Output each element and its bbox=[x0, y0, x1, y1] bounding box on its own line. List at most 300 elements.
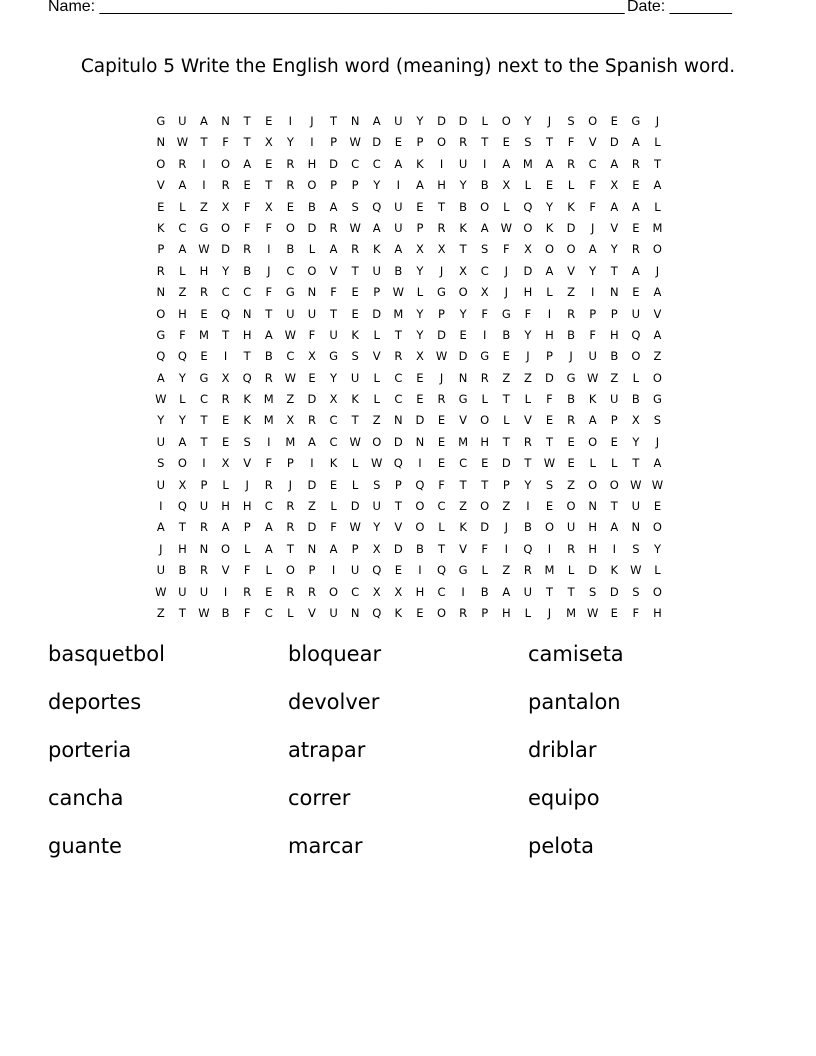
grid-letter: E bbox=[567, 456, 575, 471]
grid-letter: E bbox=[416, 199, 424, 214]
grid-letter: J bbox=[504, 263, 508, 278]
grid-letter: P bbox=[610, 413, 618, 428]
grid-row bbox=[150, 539, 668, 560]
grid-letter: T bbox=[243, 135, 251, 150]
grid-letter: M bbox=[544, 563, 555, 578]
grid-letter: J bbox=[245, 477, 249, 492]
grid-row bbox=[150, 218, 668, 239]
word-list-item: deportes bbox=[48, 690, 142, 714]
grid-letter: L bbox=[481, 114, 488, 128]
grid-letter: R bbox=[567, 541, 576, 556]
grid-letter: R bbox=[567, 306, 576, 321]
grid-letter: R bbox=[199, 520, 208, 535]
grid-letter: T bbox=[438, 541, 446, 556]
grid-letter: T bbox=[222, 327, 230, 342]
grid-letter: R bbox=[631, 242, 640, 257]
grid-letter: A bbox=[653, 327, 662, 342]
grid-letter: T bbox=[502, 434, 510, 449]
grid-letter: L bbox=[654, 135, 661, 150]
grid-letter: U bbox=[156, 434, 165, 449]
grid-letter: I bbox=[526, 499, 530, 514]
grid-letter: U bbox=[631, 499, 641, 514]
grid-letter: H bbox=[242, 499, 252, 514]
grid-letter: O bbox=[307, 178, 317, 193]
grid-letter: N bbox=[156, 135, 166, 150]
grid-letter: O bbox=[221, 156, 231, 171]
grid-letter: Y bbox=[459, 178, 467, 193]
grid-letter: K bbox=[416, 156, 424, 171]
grid-letter: K bbox=[372, 242, 381, 257]
grid-letter: T bbox=[265, 306, 273, 321]
grid-letter: E bbox=[200, 306, 208, 321]
grid-letter: F bbox=[481, 306, 489, 321]
grid-letter: U bbox=[394, 220, 403, 235]
grid-letter: L bbox=[287, 605, 294, 620]
grid-letter: C bbox=[437, 499, 446, 514]
grid-letter: M bbox=[566, 605, 577, 620]
grid-letter: J bbox=[159, 541, 163, 556]
grid-letter: A bbox=[308, 434, 316, 449]
grid-letter: A bbox=[156, 520, 165, 535]
grid-letter: L bbox=[373, 392, 380, 407]
grid-letter: I bbox=[439, 156, 444, 171]
grid-letter: Y bbox=[286, 135, 294, 150]
grid-letter: A bbox=[329, 541, 338, 556]
grid-letter: P bbox=[330, 135, 338, 150]
grid-letter: A bbox=[480, 220, 489, 235]
grid-letter: E bbox=[437, 413, 446, 428]
grid-letter: U bbox=[178, 584, 187, 599]
grid-letter: A bbox=[610, 156, 619, 171]
grid-letter: G bbox=[458, 392, 468, 407]
grid-letter: O bbox=[631, 349, 641, 364]
grid-letter: C bbox=[329, 413, 338, 428]
grid-letter: E bbox=[221, 434, 230, 449]
grid-letter: A bbox=[372, 220, 381, 235]
grid-letter: D bbox=[588, 563, 598, 578]
grid-letter: D bbox=[393, 541, 403, 556]
grid-letter: Q bbox=[523, 199, 533, 214]
grid-letter: P bbox=[394, 477, 402, 492]
grid-letter: W bbox=[630, 563, 642, 578]
grid-letter: A bbox=[545, 156, 554, 171]
grid-letter: R bbox=[221, 392, 230, 407]
grid-letter: C bbox=[329, 434, 338, 449]
grid-letter: E bbox=[632, 285, 640, 300]
grid-letter: X bbox=[221, 370, 230, 385]
grid-letter: O bbox=[436, 605, 447, 620]
grid-letter: Q bbox=[372, 605, 382, 620]
grid-letter: E bbox=[416, 370, 424, 385]
grid-letter: Z bbox=[502, 563, 511, 578]
grid-letter: L bbox=[351, 456, 359, 471]
grid-letter: X bbox=[178, 477, 187, 492]
grid-letter: K bbox=[351, 392, 359, 407]
grid-letter: C bbox=[243, 285, 252, 300]
grid-letter: G bbox=[199, 220, 209, 235]
grid-row bbox=[150, 304, 668, 325]
grid-letter: E bbox=[545, 413, 554, 428]
grid-letter: W bbox=[651, 477, 664, 492]
grid-letter: S bbox=[567, 114, 575, 128]
grid-letter: I bbox=[590, 285, 595, 300]
grid-letter: K bbox=[545, 220, 554, 235]
grid-row bbox=[150, 517, 668, 538]
grid-letter: W bbox=[349, 135, 361, 150]
grid-letter: Q bbox=[177, 349, 187, 364]
grid-letter: B bbox=[610, 349, 619, 364]
grid-letter: U bbox=[286, 306, 295, 321]
grid-letter: A bbox=[221, 520, 230, 535]
grid-letter: I bbox=[418, 456, 422, 471]
grid-letter: Z bbox=[156, 605, 165, 620]
grid-letter: V bbox=[653, 306, 662, 321]
grid-letter: N bbox=[631, 520, 641, 535]
grid-letter: C bbox=[351, 156, 360, 171]
grid-letter: L bbox=[524, 605, 532, 620]
grid-letter: G bbox=[156, 114, 166, 128]
grid-letter: H bbox=[178, 541, 187, 556]
grid-letter: S bbox=[653, 413, 662, 428]
grid-letter: T bbox=[459, 242, 467, 257]
grid-letter: E bbox=[394, 563, 402, 578]
grid-letter: H bbox=[242, 327, 252, 342]
grid-letter: C bbox=[372, 156, 381, 171]
grid-letter: Q bbox=[221, 306, 231, 321]
grid-letter: I bbox=[504, 541, 508, 556]
grid-letter: P bbox=[546, 349, 553, 364]
grid-letter: Q bbox=[372, 199, 382, 214]
grid-letter: L bbox=[373, 370, 380, 385]
grid-letter: L bbox=[351, 477, 359, 492]
grid-letter: B bbox=[523, 520, 532, 535]
grid-letter: J bbox=[590, 220, 595, 235]
grid-letter: O bbox=[221, 541, 231, 556]
word-list-item: atrapar bbox=[288, 738, 366, 762]
word-list bbox=[48, 642, 768, 882]
grid-letter: V bbox=[394, 520, 403, 535]
grid-letter: V bbox=[156, 178, 165, 193]
grid-letter: F bbox=[589, 199, 596, 214]
grid-letter: R bbox=[523, 563, 532, 578]
grid-letter: X bbox=[480, 285, 489, 300]
grid-letter: D bbox=[415, 413, 425, 428]
grid-letter: F bbox=[243, 605, 251, 620]
grid-letter: D bbox=[372, 135, 382, 150]
grid-letter: B bbox=[502, 327, 511, 342]
grid-letter: D bbox=[307, 477, 317, 492]
grid-letter: M bbox=[263, 392, 274, 407]
grid-letter: Z bbox=[200, 199, 208, 214]
grid-letter: A bbox=[653, 285, 662, 300]
grid-letter: T bbox=[330, 114, 338, 128]
grid-letter: R bbox=[199, 285, 208, 300]
grid-letter: U bbox=[350, 563, 360, 578]
grid-letter: O bbox=[458, 285, 468, 300]
grid-letter: J bbox=[526, 349, 530, 364]
word-list-item: driblar bbox=[528, 738, 597, 762]
grid-letter: L bbox=[503, 413, 510, 428]
grid-letter: D bbox=[609, 135, 619, 150]
grid-letter: U bbox=[178, 114, 187, 128]
grid-letter: R bbox=[264, 477, 273, 492]
grid-letter: Y bbox=[157, 413, 165, 428]
grid-letter: Y bbox=[524, 114, 532, 128]
grid-row bbox=[150, 346, 668, 367]
grid-letter: W bbox=[198, 605, 210, 620]
grid-letter: I bbox=[547, 541, 552, 556]
grid-letter: F bbox=[502, 242, 510, 257]
grid-letter: F bbox=[243, 220, 251, 235]
grid-letter: V bbox=[221, 563, 230, 578]
grid-letter: R bbox=[221, 178, 230, 193]
grid-letter: R bbox=[437, 220, 446, 235]
grid-letter: H bbox=[523, 285, 533, 300]
grid-letter: O bbox=[609, 477, 619, 492]
grid-letter: T bbox=[459, 477, 467, 492]
grid-letter: E bbox=[545, 178, 554, 193]
grid-letter: P bbox=[589, 306, 597, 321]
grid-letter: Z bbox=[459, 499, 468, 514]
grid-letter: A bbox=[610, 520, 619, 535]
grid-row bbox=[150, 325, 668, 346]
grid-letter: J bbox=[267, 263, 271, 278]
grid-letter: R bbox=[286, 520, 295, 535]
grid-letter: X bbox=[329, 392, 338, 407]
grid-letter: I bbox=[310, 135, 314, 150]
grid-letter: O bbox=[652, 242, 662, 257]
grid-letter: L bbox=[265, 563, 272, 578]
grid-letter: R bbox=[459, 135, 468, 150]
grid-letter: E bbox=[221, 413, 230, 428]
grid-letter: C bbox=[264, 499, 273, 514]
grid-letter: Y bbox=[545, 199, 553, 214]
grid-letter: Z bbox=[502, 370, 511, 385]
grid-letter: G bbox=[501, 306, 511, 321]
grid-letter: X bbox=[631, 413, 640, 428]
grid-letter: T bbox=[545, 584, 553, 599]
grid-letter: L bbox=[222, 477, 229, 492]
grid-letter: P bbox=[416, 220, 424, 235]
grid-letter: W bbox=[155, 584, 167, 599]
grid-letter: T bbox=[286, 541, 294, 556]
grid-letter: E bbox=[545, 499, 554, 514]
grid-letter: E bbox=[243, 178, 251, 193]
grid-letter: E bbox=[157, 199, 165, 214]
grid-letter: B bbox=[221, 605, 230, 620]
grid-letter: N bbox=[394, 413, 403, 428]
grid-letter: X bbox=[502, 178, 511, 193]
grid-letter: W bbox=[392, 285, 405, 300]
grid-letter: E bbox=[632, 178, 640, 193]
grid-letter: E bbox=[351, 285, 359, 300]
grid-letter: O bbox=[415, 499, 425, 514]
grid-letter: X bbox=[264, 135, 273, 150]
grid-letter: G bbox=[566, 370, 576, 385]
grid-letter: Z bbox=[653, 349, 662, 364]
grid-letter: N bbox=[415, 434, 425, 449]
grid-letter: R bbox=[178, 156, 187, 171]
grid-letter: H bbox=[609, 327, 619, 342]
grid-letter: G bbox=[480, 349, 490, 364]
grid-letter: I bbox=[396, 178, 401, 193]
grid-letter: I bbox=[612, 541, 616, 556]
grid-letter: P bbox=[481, 605, 489, 620]
grid-letter: Y bbox=[524, 477, 532, 492]
grid-letter: W bbox=[586, 605, 599, 620]
grid-letter: W bbox=[155, 392, 167, 407]
grid-letter: N bbox=[199, 541, 209, 556]
grid-letter: L bbox=[330, 499, 337, 514]
grid-letter: Y bbox=[632, 434, 640, 449]
grid-letter: B bbox=[480, 584, 489, 599]
grid-letter: G bbox=[199, 370, 209, 385]
grid-letter: D bbox=[566, 220, 576, 235]
grid-letter: L bbox=[373, 327, 380, 342]
grid-letter: Y bbox=[416, 114, 424, 128]
grid-letter: J bbox=[439, 370, 444, 385]
grid-letter: A bbox=[588, 242, 597, 257]
grid-row bbox=[150, 132, 668, 153]
grid-letter: D bbox=[350, 499, 360, 514]
grid-letter: R bbox=[243, 584, 252, 599]
grid-letter: J bbox=[504, 520, 508, 535]
grid-letter: Y bbox=[178, 413, 186, 428]
grid-letter: R bbox=[286, 499, 295, 514]
grid-letter: U bbox=[394, 199, 403, 214]
grid-letter: H bbox=[501, 605, 511, 620]
grid-letter: A bbox=[178, 434, 187, 449]
grid-letter: R bbox=[329, 220, 338, 235]
grid-letter: Q bbox=[631, 327, 641, 342]
grid-letter: E bbox=[416, 605, 424, 620]
grid-letter: L bbox=[589, 456, 596, 471]
grid-letter: T bbox=[200, 413, 208, 428]
grid-letter: V bbox=[523, 413, 532, 428]
grid-letter: T bbox=[178, 520, 186, 535]
grid-letter: U bbox=[523, 584, 533, 599]
grid-letter: U bbox=[610, 392, 619, 407]
grid-letter: V bbox=[588, 135, 597, 150]
word-list-item: camiseta bbox=[528, 642, 624, 666]
grid-letter: M bbox=[458, 434, 469, 449]
grid-letter: V bbox=[329, 263, 338, 278]
grid-letter: B bbox=[243, 263, 252, 278]
grid-letter: W bbox=[435, 349, 448, 364]
grid-letter: O bbox=[436, 135, 447, 150]
grid-letter: I bbox=[202, 178, 206, 193]
grid-letter: F bbox=[546, 392, 553, 407]
grid-letter: E bbox=[394, 135, 402, 150]
grid-letter: C bbox=[437, 584, 446, 599]
grid-letter: F bbox=[567, 135, 575, 150]
grid-letter: P bbox=[286, 456, 294, 471]
grid-letter: I bbox=[288, 114, 293, 128]
grid-letter: T bbox=[265, 178, 273, 193]
grid-letter: L bbox=[179, 199, 186, 214]
grid-letter: I bbox=[310, 456, 314, 471]
name-field-label: Name: ___________________________________________________________ bbox=[48, 0, 625, 15]
grid-letter: P bbox=[308, 563, 316, 578]
grid-letter: T bbox=[351, 413, 359, 428]
grid-letter: T bbox=[567, 584, 575, 599]
grid-letter: F bbox=[632, 605, 640, 620]
grid-letter: J bbox=[655, 263, 660, 278]
grid-letter: K bbox=[610, 563, 619, 578]
grid-letter: E bbox=[416, 392, 424, 407]
grid-letter: Z bbox=[610, 370, 619, 385]
grid-letter: O bbox=[329, 584, 339, 599]
word-list-item: devolver bbox=[288, 690, 380, 714]
grid-letter: P bbox=[157, 242, 165, 257]
word-list-item: correr bbox=[288, 786, 351, 810]
grid-letter: S bbox=[545, 477, 554, 492]
grid-letter: B bbox=[631, 392, 640, 407]
grid-letter: R bbox=[567, 156, 576, 171]
grid-letter: Z bbox=[567, 285, 576, 300]
grid-letter: D bbox=[458, 114, 468, 128]
grid-letter: O bbox=[307, 263, 317, 278]
grid-letter: E bbox=[265, 156, 273, 171]
grid-letter: I bbox=[159, 499, 163, 514]
grid-letter: K bbox=[588, 392, 597, 407]
grid-letter: L bbox=[416, 285, 424, 300]
grid-letter: D bbox=[307, 520, 317, 535]
grid-letter: E bbox=[437, 434, 446, 449]
grid-letter: G bbox=[156, 327, 166, 342]
grid-letter: L bbox=[524, 178, 532, 193]
grid-letter: J bbox=[310, 114, 314, 128]
grid-letter: E bbox=[308, 370, 316, 385]
grid-letter: X bbox=[372, 541, 381, 556]
grid-letter: H bbox=[588, 541, 597, 556]
grid-letter: K bbox=[459, 220, 467, 235]
grid-row bbox=[150, 389, 668, 410]
word-list-item: bloquear bbox=[288, 642, 382, 666]
grid-letter: E bbox=[610, 605, 618, 620]
grid-letter: F bbox=[589, 327, 596, 342]
grid-letter: I bbox=[461, 584, 465, 599]
grid-letter: U bbox=[199, 499, 209, 514]
grid-letter: W bbox=[284, 327, 297, 342]
grid-letter: A bbox=[631, 199, 640, 214]
grid-letter: L bbox=[524, 392, 532, 407]
grid-letter: H bbox=[588, 520, 597, 535]
grid-letter: U bbox=[566, 520, 576, 535]
grid-letter: C bbox=[286, 349, 295, 364]
grid-letter: O bbox=[480, 499, 490, 514]
grid-letter: T bbox=[438, 199, 446, 214]
grid-letter: A bbox=[178, 242, 187, 257]
grid-letter: S bbox=[632, 541, 640, 556]
grid-letter: P bbox=[351, 178, 359, 193]
grid-letter: J bbox=[547, 114, 552, 128]
grid-letter: X bbox=[610, 178, 619, 193]
grid-letter: M bbox=[199, 327, 209, 342]
grid-letter: A bbox=[394, 156, 403, 171]
grid-letter: J bbox=[547, 605, 552, 620]
grid-letter: N bbox=[350, 114, 360, 128]
grid-letter: I bbox=[418, 563, 422, 578]
grid-letter: E bbox=[502, 349, 510, 364]
grid-letter: T bbox=[200, 434, 208, 449]
grid-letter: V bbox=[610, 220, 619, 235]
grid-letter: O bbox=[523, 220, 533, 235]
grid-letter: O bbox=[285, 220, 295, 235]
grid-letter: S bbox=[481, 242, 489, 257]
grid-letter: L bbox=[243, 541, 251, 556]
grid-letter: R bbox=[199, 563, 208, 578]
